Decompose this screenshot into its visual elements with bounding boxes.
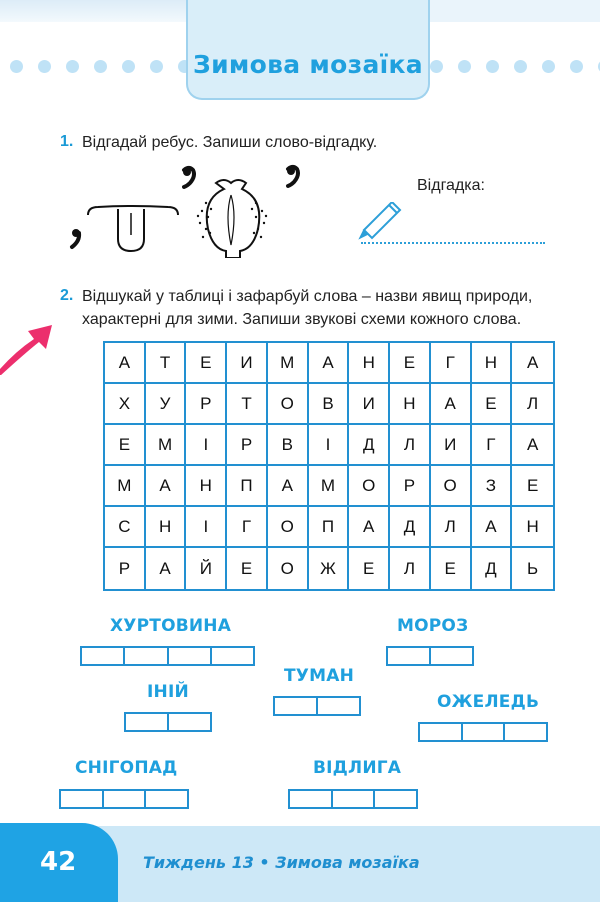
grid-cell[interactable]: Т: [146, 343, 187, 384]
grid-cell[interactable]: О: [431, 466, 472, 507]
grid-cell[interactable]: А: [349, 507, 390, 548]
sound-box[interactable]: [333, 791, 376, 807]
sound-box[interactable]: [505, 724, 546, 740]
grid-cell[interactable]: Г: [431, 343, 472, 384]
word-label: ІНІЙ: [147, 682, 189, 702]
sound-box[interactable]: [212, 648, 253, 664]
decorative-dot: [486, 60, 499, 73]
sound-box[interactable]: [61, 791, 104, 807]
grid-cell[interactable]: Р: [105, 548, 146, 589]
grid-cell[interactable]: Е: [227, 548, 268, 589]
grid-cell[interactable]: И: [431, 425, 472, 466]
word-label: СНІГОПАД: [75, 758, 178, 778]
grid-cell[interactable]: А: [268, 466, 309, 507]
sound-scheme-boxes[interactable]: [288, 789, 418, 809]
grid-cell[interactable]: Д: [472, 548, 513, 589]
letter-grid: [103, 341, 555, 591]
grid-cell[interactable]: З: [472, 466, 513, 507]
grid-cell[interactable]: А: [512, 425, 553, 466]
footer-caption: Тиждень 13 • Зимова мозаїка: [143, 853, 420, 872]
grid-cell[interactable]: В: [309, 384, 350, 425]
grid-cell[interactable]: М: [105, 466, 146, 507]
task1-text: Відгадай ребус. Запиши слово-відгадку.: [82, 134, 378, 151]
grid-cell[interactable]: У: [146, 384, 187, 425]
sound-box[interactable]: [169, 714, 210, 730]
grid-cell[interactable]: Л: [390, 425, 431, 466]
grid-cell[interactable]: О: [349, 466, 390, 507]
grid-cell[interactable]: Е: [472, 384, 513, 425]
grid-cell[interactable]: Е: [186, 343, 227, 384]
sound-box[interactable]: [375, 791, 416, 807]
sound-box[interactable]: [290, 791, 333, 807]
sound-scheme-boxes[interactable]: [80, 646, 255, 666]
grid-cell[interactable]: Н: [186, 466, 227, 507]
grid-cell[interactable]: М: [146, 425, 187, 466]
grid-cell[interactable]: Р: [390, 466, 431, 507]
rebus-picture: [66, 163, 306, 258]
sound-box[interactable]: [388, 648, 431, 664]
word-label: ОЖЕЛЕДЬ: [437, 692, 540, 712]
grid-cell[interactable]: Н: [349, 343, 390, 384]
grid-cell[interactable]: П: [309, 507, 350, 548]
grid-cell[interactable]: А: [512, 343, 553, 384]
sound-scheme-boxes[interactable]: [124, 712, 212, 732]
word-label: ВІДЛИГА: [313, 758, 402, 778]
grid-cell[interactable]: О: [268, 384, 309, 425]
grid-cell[interactable]: А: [309, 343, 350, 384]
pointer-arrow-icon: [0, 305, 60, 375]
grid-cell[interactable]: Г: [472, 425, 513, 466]
sound-box[interactable]: [169, 648, 212, 664]
sound-scheme-boxes[interactable]: [418, 722, 548, 742]
grid-cell[interactable]: Е: [431, 548, 472, 589]
grid-cell[interactable]: Е: [390, 343, 431, 384]
grid-cell[interactable]: Д: [349, 425, 390, 466]
grid-cell[interactable]: Ь: [527, 558, 539, 578]
grid-cell[interactable]: Р: [227, 425, 268, 466]
grid-cell[interactable]: И: [227, 343, 268, 384]
decorative-dot: [430, 60, 443, 73]
sound-box[interactable]: [431, 648, 472, 664]
answer-label: Відгадка:: [417, 177, 485, 194]
sound-scheme-boxes[interactable]: [386, 646, 474, 666]
page-title: Зимова мозаїка: [193, 50, 423, 79]
sound-box[interactable]: [420, 724, 463, 740]
decorative-dot: [514, 60, 527, 73]
grid-cell[interactable]: Е: [512, 466, 553, 507]
sound-box[interactable]: [82, 648, 125, 664]
decorative-dot: [570, 60, 583, 73]
grid-cell[interactable]: О: [268, 507, 309, 548]
grid-cell[interactable]: І: [309, 425, 350, 466]
decorative-dot: [38, 60, 51, 73]
grid-cell[interactable]: Л: [512, 384, 553, 425]
grid-cell[interactable]: А: [146, 466, 187, 507]
grid-cell[interactable]: А: [146, 548, 187, 589]
decorative-dot: [542, 60, 555, 73]
sound-scheme-boxes[interactable]: [59, 789, 189, 809]
top-band-right: [422, 0, 600, 22]
grid-cell[interactable]: А: [431, 384, 472, 425]
task2-number: 2.: [60, 287, 74, 304]
decorative-dot: [458, 60, 471, 73]
sound-box[interactable]: [463, 724, 506, 740]
grid-cell[interactable]: И: [349, 384, 390, 425]
title-tab: [186, 0, 430, 100]
grid-cell[interactable]: Л: [390, 548, 431, 589]
grid-cell[interactable]: Л: [431, 507, 472, 548]
decorative-dot: [94, 60, 107, 73]
page-footer: [0, 823, 600, 902]
grid-cell[interactable]: Н: [472, 343, 513, 384]
answer-line[interactable]: [361, 242, 545, 244]
sound-box[interactable]: [125, 648, 168, 664]
grid-cell[interactable]: О: [268, 548, 309, 589]
task1-number: 1.: [60, 133, 74, 150]
decorative-dot: [66, 60, 79, 73]
grid-cell[interactable]: Н: [390, 384, 431, 425]
grid-cell[interactable]: Е: [105, 425, 146, 466]
grid-cell[interactable]: Д: [390, 507, 431, 548]
task2-text-line1: Відшукай у таблиці і зафарбуй слова – назви явищ природи,: [82, 288, 533, 305]
grid-cell[interactable]: Р: [186, 384, 227, 425]
grid-cell[interactable]: Т: [227, 384, 268, 425]
pencil-icon: [356, 202, 404, 242]
grid-cell[interactable]: І: [186, 425, 227, 466]
sound-box[interactable]: [126, 714, 169, 730]
grid-cell[interactable]: М: [309, 466, 350, 507]
grid-cell[interactable]: Е: [349, 548, 390, 589]
grid-cell[interactable]: Ж: [309, 548, 350, 589]
task2-text-line2: характерні для зими. Запиши звукові схеми кожного слова.: [82, 311, 522, 328]
page-number: 42: [40, 847, 77, 877]
grid-cell[interactable]: П: [227, 466, 268, 507]
sound-box[interactable]: [104, 791, 147, 807]
sound-scheme-boxes[interactable]: [273, 696, 361, 716]
word-label: ХУРТОВИНА: [110, 616, 232, 636]
grid-cell[interactable]: Н: [512, 507, 553, 548]
word-label: МОРОЗ: [397, 616, 469, 636]
sound-box[interactable]: [318, 698, 359, 714]
grid-cell[interactable]: С: [105, 507, 146, 548]
grid-cell[interactable]: Н: [146, 507, 187, 548]
grid-cell[interactable]: Х: [105, 384, 146, 425]
grid-cell[interactable]: А: [472, 507, 513, 548]
sound-box[interactable]: [275, 698, 318, 714]
word-label: ТУМАН: [284, 666, 355, 686]
grid-cell[interactable]: М: [268, 343, 309, 384]
grid-cell[interactable]: Г: [227, 507, 268, 548]
decorative-dot: [122, 60, 135, 73]
grid-cell[interactable]: А: [105, 343, 146, 384]
decorative-dot: [150, 60, 163, 73]
decorative-dot: [10, 60, 23, 73]
sound-box[interactable]: [146, 791, 187, 807]
grid-cell[interactable]: Й: [186, 548, 227, 589]
grid-cell[interactable]: І: [186, 507, 227, 548]
grid-cell[interactable]: В: [268, 425, 309, 466]
